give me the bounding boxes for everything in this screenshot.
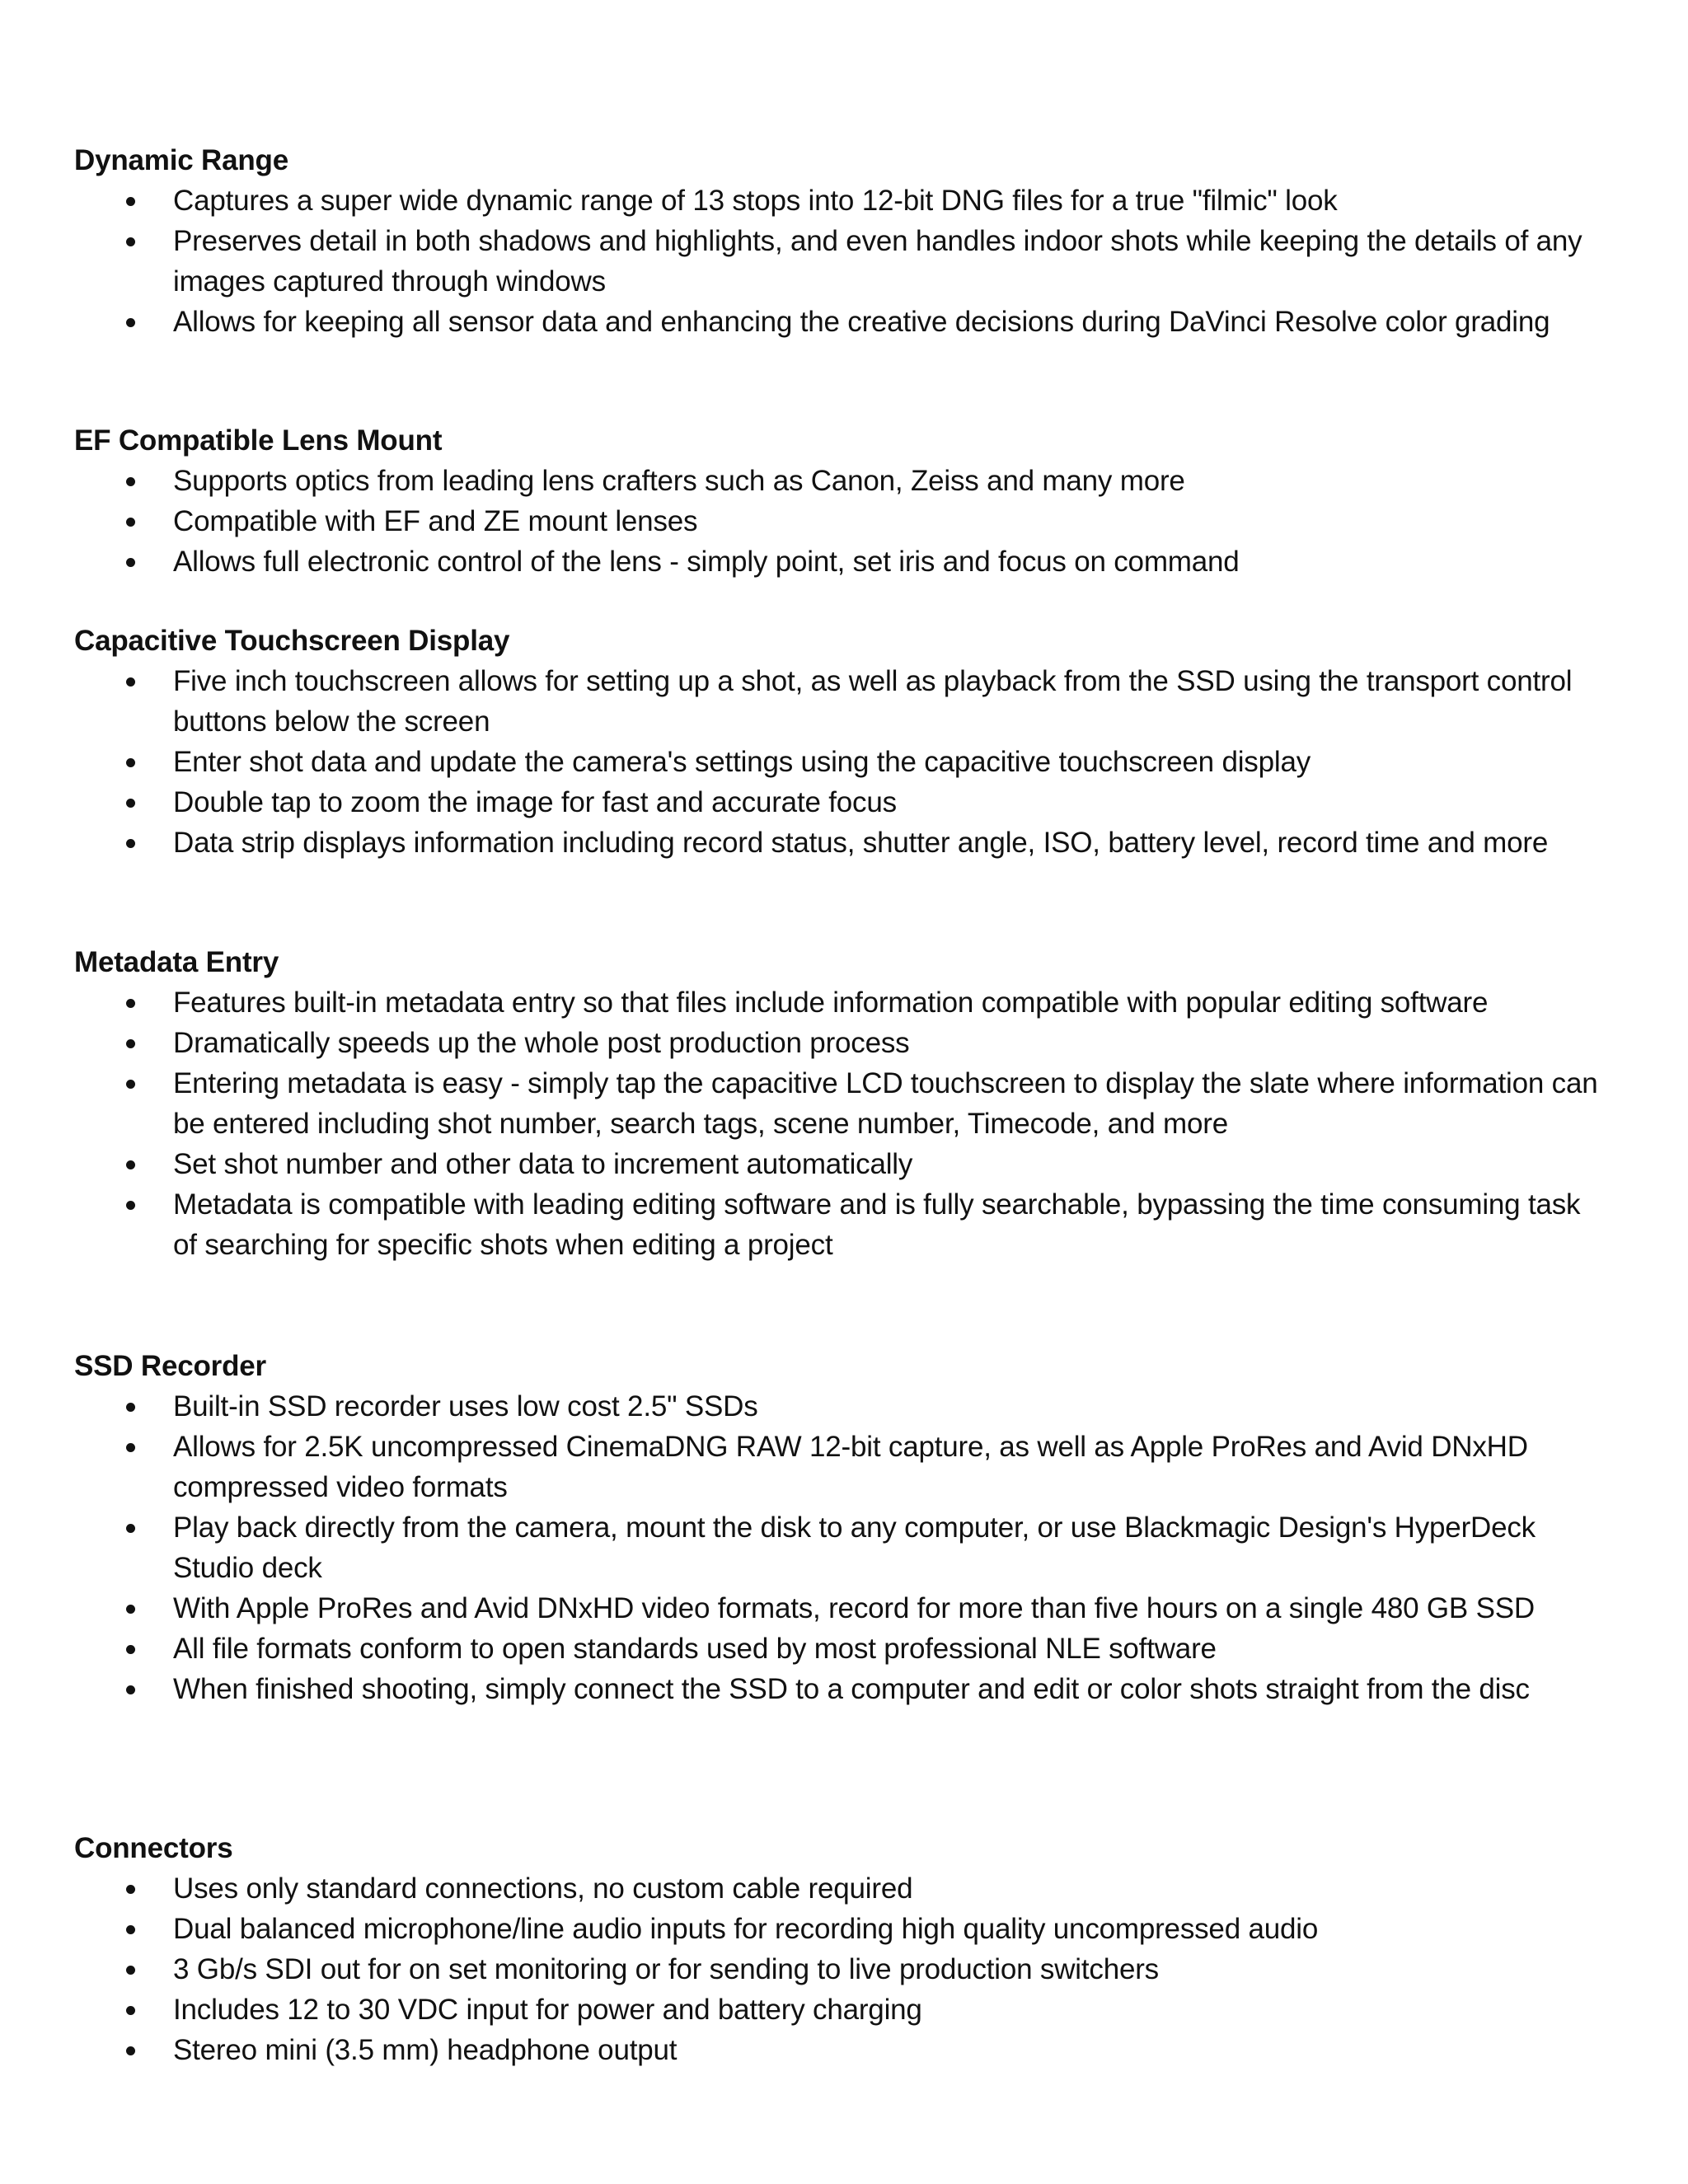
list-item	[74, 461, 1607, 501]
section-connectors	[74, 1828, 1607, 2070]
list-item-text: Captures a super wide dynamic range of 13 stops into 12-bit DNG files for a true "filmic" look	[173, 185, 1338, 217]
list-item-text: All file formats conform to open standards used by most professional NLE software	[173, 1633, 1217, 1665]
bullet-icon	[126, 558, 135, 567]
list-item	[74, 1427, 1607, 1507]
list-item	[74, 1629, 1607, 1669]
section-heading: Dynamic Range	[74, 144, 288, 176]
list-item-text: Metadata is compatible with leading editing software and is fully searchable, bypassing the time consuming task of searching for specific shots when editing a project	[173, 1188, 1581, 1261]
bullet-list	[74, 1386, 1607, 1709]
list-item-text: Dramatically speeds up the whole post production process	[173, 1027, 910, 1059]
list-item-text: Preserves detail in both shadows and highlights, and even handles indoor shots while keeping the details of any images captured through windows	[173, 225, 1582, 298]
list-item-text: Uses only standard connections, no custom cable required	[173, 1872, 913, 1905]
bullet-list	[74, 661, 1607, 863]
list-item-text: 3 Gb/s SDI out for on set monitoring or for sending to live production switchers	[173, 1953, 1159, 1985]
list-item-text: Set shot number and other data to increment automatically	[173, 1148, 913, 1180]
list-item	[74, 1949, 1607, 1990]
list-item	[74, 782, 1607, 823]
list-item-text: Compatible with EF and ZE mount lenses	[173, 505, 698, 537]
list-item-text: Supports optics from leading lens crafters such as Canon, Zeiss and many more	[173, 465, 1185, 497]
bullet-icon	[126, 1039, 135, 1048]
bullet-icon	[126, 1885, 135, 1894]
bullet-icon	[126, 197, 135, 206]
section-heading: EF Compatible Lens Mount	[74, 424, 443, 457]
list-item	[74, 1144, 1607, 1184]
bullet-icon	[126, 2006, 135, 2015]
bullet-icon	[126, 1524, 135, 1533]
list-item	[74, 661, 1607, 742]
list-item-text: Includes 12 to 30 VDC input for power and battery charging	[173, 1994, 922, 2026]
bullet-icon	[126, 1403, 135, 1412]
list-item-text: Data strip displays information including record status, shutter angle, ISO, battery level, record time and more	[173, 827, 1549, 859]
list-item-text: Allows full electronic control of the lens - simply point, set iris and focus on command	[173, 546, 1240, 578]
bullet-icon	[126, 318, 135, 327]
bullet-icon	[126, 1925, 135, 1934]
bullet-icon	[126, 1443, 135, 1452]
list-item	[74, 742, 1607, 782]
bullet-list	[74, 982, 1607, 1265]
list-item	[74, 1909, 1607, 1949]
list-item	[74, 1868, 1607, 1909]
list-item	[74, 1386, 1607, 1427]
list-item	[74, 1023, 1607, 1063]
bullet-icon	[126, 1966, 135, 1975]
bullet-icon	[126, 799, 135, 808]
list-item-text: Allows for keeping all sensor data and enhancing the creative decisions during DaVinci Resolve color grading	[173, 306, 1550, 338]
list-item	[74, 1507, 1607, 1588]
section-touchscreen-display	[74, 621, 1607, 863]
list-item-text: Enter shot data and update the camera's settings using the capacitive touchscreen display	[173, 746, 1311, 778]
list-item	[74, 541, 1607, 582]
section-heading: SSD Recorder	[74, 1350, 266, 1382]
bullet-list	[74, 461, 1607, 582]
section-dynamic-range	[74, 140, 1607, 342]
bullet-icon	[126, 1201, 135, 1210]
list-item	[74, 180, 1607, 221]
bullet-icon	[126, 2046, 135, 2055]
list-item	[74, 501, 1607, 541]
list-item	[74, 1588, 1607, 1629]
list-item-text: Entering metadata is easy - simply tap the capacitive LCD touchscreen to display the slate where information can be entered including shot number, search tags, scene number, Timecode, and more	[173, 1067, 1598, 1140]
bullet-icon	[126, 758, 135, 767]
list-item-text: Play back directly from the camera, mount the disk to any computer, or use Blackmagic Design's HyperDeck Studio deck	[173, 1511, 1536, 1584]
bullet-icon	[126, 839, 135, 848]
list-item	[74, 1184, 1607, 1265]
bullet-icon	[126, 1685, 135, 1694]
bullet-list	[74, 1868, 1607, 2070]
list-item-text: Stereo mini (3.5 mm) headphone output	[173, 2034, 678, 2066]
list-item	[74, 1669, 1607, 1709]
section-heading: Metadata Entry	[74, 946, 279, 978]
bullet-icon	[126, 477, 135, 486]
list-item	[74, 302, 1607, 342]
list-item-text: When finished shooting, simply connect the SSD to a computer and edit or color shots straight from the disc	[173, 1673, 1530, 1705]
bullet-icon	[126, 1605, 135, 1614]
list-item	[74, 982, 1607, 1023]
section-ef-lens-mount	[74, 420, 1607, 582]
list-item-text: Built-in SSD recorder uses low cost 2.5" SSDs	[173, 1390, 758, 1422]
bullet-list	[74, 180, 1607, 342]
list-item-text: With Apple ProRes and Avid DNxHD video formats, record for more than five hours on a single 480 GB SSD	[173, 1592, 1535, 1624]
list-item-text: Allows for 2.5K uncompressed CinemaDNG RAW 12-bit capture, as well as Apple ProRes and Avid DNxHD compressed video formats	[173, 1431, 1528, 1503]
section-metadata-entry	[74, 942, 1607, 1265]
section-heading: Capacitive Touchscreen Display	[74, 625, 510, 657]
list-item	[74, 823, 1607, 863]
list-item-text: Dual balanced microphone/line audio inputs for recording high quality uncompressed audio	[173, 1913, 1319, 1945]
bullet-icon	[126, 237, 135, 246]
bullet-icon	[126, 1080, 135, 1089]
list-item-text: Double tap to zoom the image for fast and accurate focus	[173, 786, 897, 818]
bullet-icon	[126, 677, 135, 687]
bullet-icon	[126, 1160, 135, 1169]
section-heading: Connectors	[74, 1832, 233, 1864]
list-item	[74, 2030, 1607, 2070]
bullet-icon	[126, 518, 135, 527]
bullet-icon	[126, 999, 135, 1008]
list-item-text: Features built-in metadata entry so that files include information compatible with popular editing software	[173, 987, 1489, 1019]
section-ssd-recorder	[74, 1346, 1607, 1709]
list-item	[74, 221, 1607, 302]
list-item	[74, 1063, 1607, 1144]
bullet-icon	[126, 1645, 135, 1654]
list-item	[74, 1990, 1607, 2030]
list-item-text: Five inch touchscreen allows for setting up a shot, as well as playback from the SSD using the transport control buttons below the screen	[173, 665, 1573, 738]
